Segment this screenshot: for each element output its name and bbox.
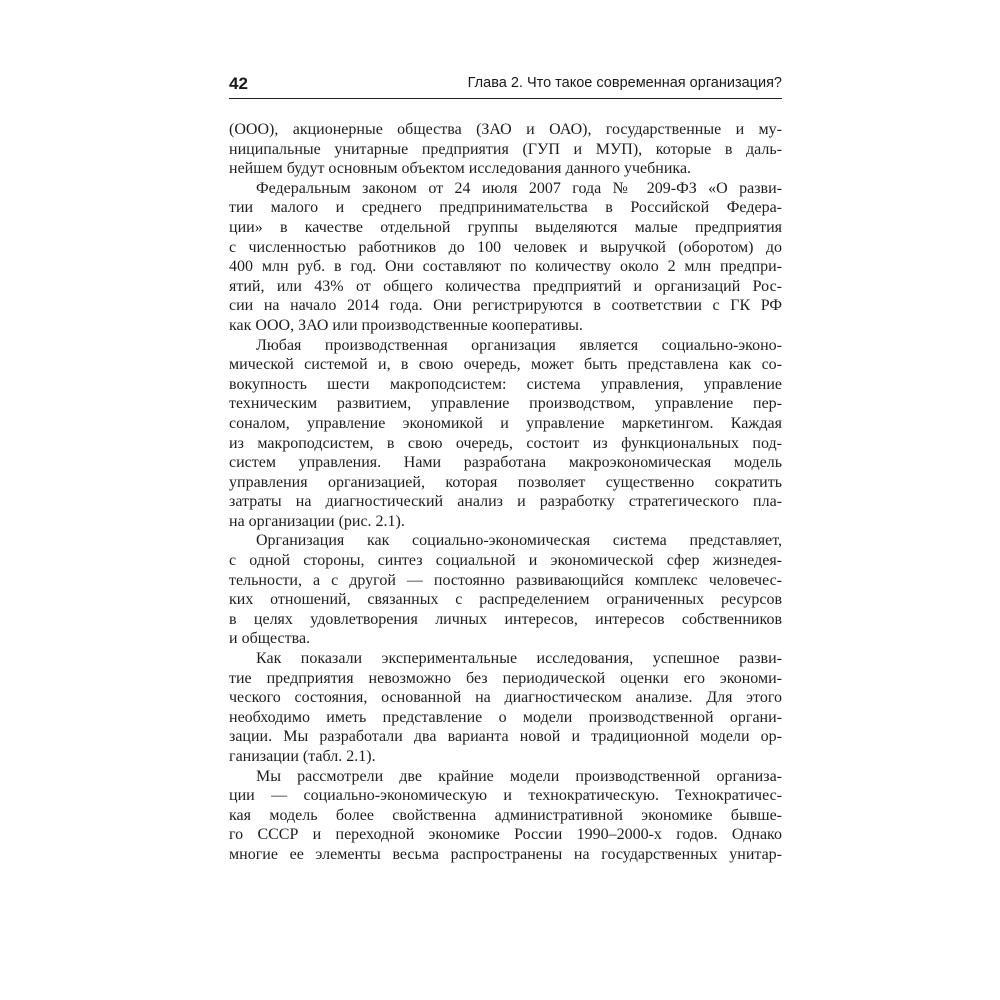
- text-line: и общества.: [229, 630, 311, 648]
- paragraph: [229, 767, 782, 865]
- text-line: мической системой и, в свою очередь, может быть представлена как со-: [229, 356, 782, 374]
- text-line: кая модель более свойственна административной экономике бывше-: [229, 806, 782, 824]
- text-line: (ООО), акционерные общества (ЗАО и ОАО), государственные и му-: [229, 121, 782, 138]
- text-line: многие ее элементы весьма распространены на государственных унитар-: [229, 845, 782, 863]
- body-text: [229, 120, 782, 865]
- text-line: Федеральным законом от 24 июля 2007 года № 209-ФЗ «О разви-: [256, 179, 782, 197]
- text-line: тии малого и среднего предпринимательства в Российской Федера-: [229, 199, 782, 217]
- text-line: ции» в качестве отдельной группы выделяются малые предприятия: [229, 218, 782, 236]
- text-line: в целях удовлетворения личных интересов, интересов собственников: [229, 610, 782, 628]
- text-line: нейшем будут основным объектом исследования данного учебника.: [229, 160, 692, 178]
- text-line: тие предприятия невозможно без периодической оценки его экономи-: [229, 669, 782, 687]
- text-line: ниципальные унитарные предприятия (ГУП и МУП), которые в даль-: [229, 140, 782, 158]
- paragraph: [229, 649, 782, 767]
- text-line: Как показали экспериментальные исследования, успешное разви-: [256, 650, 782, 668]
- text-line: зации. Мы разработали два варианта новой и традиционной модели ор-: [229, 728, 782, 746]
- paragraph: [229, 336, 782, 532]
- text-line: вокупность шести макроподсистем: система управления, управление: [229, 375, 782, 393]
- text-line: ческого состояния, основанной на диагностическом анализе. Для этого: [229, 689, 782, 707]
- text-line: как ООО, ЗАО или производственные кооперативы.: [229, 316, 583, 334]
- paragraph: [229, 120, 782, 179]
- text-line: из макроподсистем, в свою очередь, состоит из функциональных под-: [229, 434, 782, 452]
- text-line: соналом, управление экономикой и управление маркетингом. Каждая: [229, 414, 782, 432]
- text-line: управления организацией, которая позволяет существенно сократить: [229, 473, 782, 491]
- paragraph: [229, 179, 782, 336]
- text-line: го СССР и переходной экономике России 1990–2000-х годов. Однако: [229, 826, 782, 844]
- text-line: ких отношений, связанных с распределением ограниченных ресурсов: [229, 591, 782, 609]
- running-head: Глава 2. Что такое современная организация?: [467, 75, 782, 91]
- text-line: Организация как социально-экономическая система представляет,: [256, 532, 782, 550]
- text-line: ганизации (табл. 2.1).: [229, 748, 376, 765]
- text-line: необходимо иметь представление о модели производственной органи-: [229, 708, 782, 726]
- text-line: с одной стороны, синтез социальной и экономической сфер жизнедея-: [229, 552, 782, 570]
- text-line: ции — социально-экономическую и технократическую. Технократичес-: [229, 787, 782, 805]
- paragraph: [229, 531, 782, 649]
- page-number: 42: [229, 74, 248, 93]
- text-line: Любая производственная организация является социально-эконо-: [256, 336, 782, 354]
- page-header: [229, 70, 782, 99]
- text-line: на организации (рис. 2.1).: [229, 512, 405, 530]
- text-line: тельности, а с другой — постоянно развивающийся комплекс человечес-: [229, 571, 782, 589]
- text-line: 400 млн руб. в год. Они составляют по количеству около 2 млн предпри-: [229, 258, 782, 276]
- text-line: затраты на диагностический анализ и разработку стратегического пла-: [229, 493, 782, 511]
- text-line: Мы рассмотрели две крайние модели производственной организа-: [256, 767, 782, 785]
- text-line: систем управления. Нами разработана макроэкономическая модель: [229, 454, 782, 472]
- text-line: с численностью работников до 100 человек и выручкой (оборотом) до: [229, 238, 782, 256]
- text-line: сии на начало 2014 года. Они регистрируются в соответствии с ГК РФ: [229, 297, 782, 315]
- text-line: ятий, или 43% от общего количества предприятий и организаций Рос-: [229, 277, 782, 295]
- text-line: техническим развитием, управление производством, управление пер-: [229, 395, 782, 413]
